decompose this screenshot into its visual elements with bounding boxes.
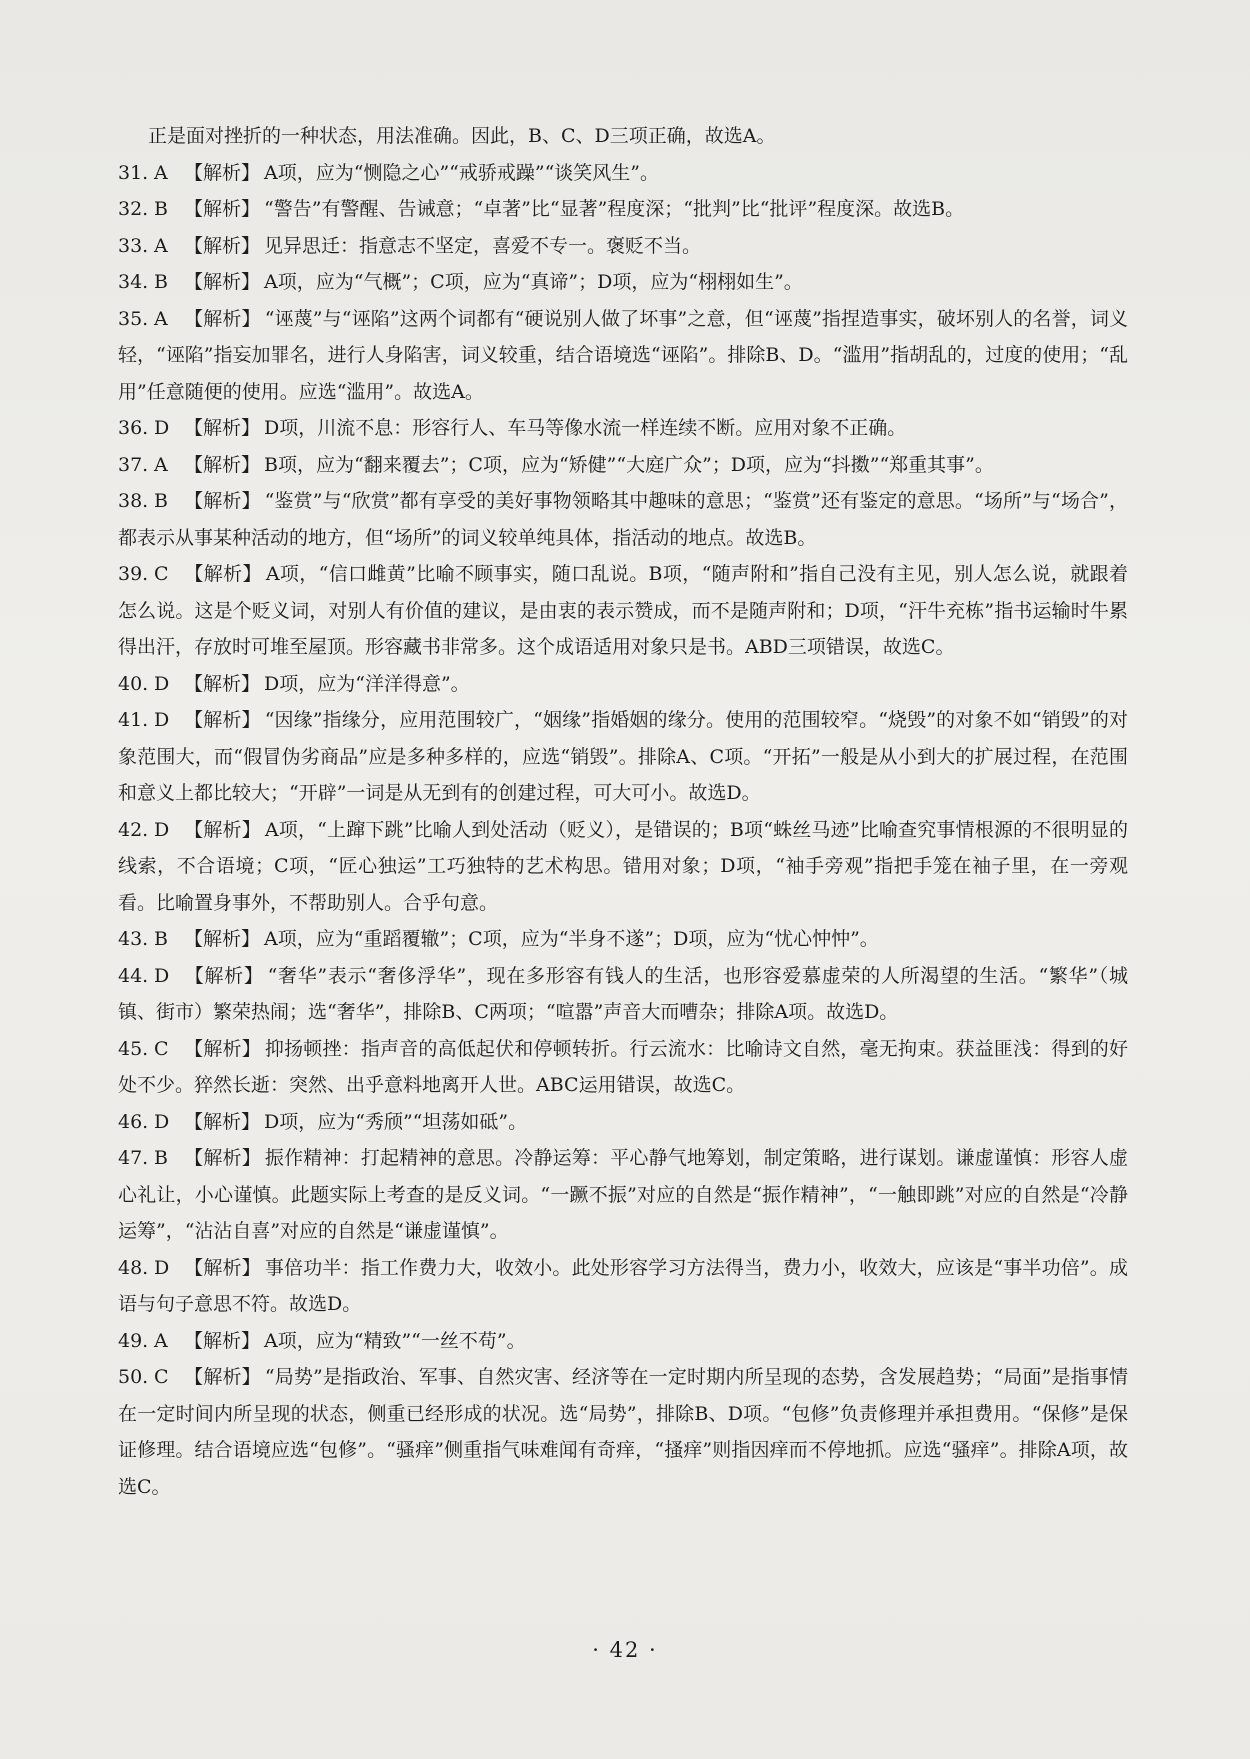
question-number: 48.	[118, 1256, 149, 1279]
question-number: 33.	[118, 234, 149, 257]
analysis-tag: 【解析】	[184, 1329, 261, 1352]
answer-key-body	[118, 118, 1128, 1505]
analysis-tag: 【解析】	[184, 453, 261, 476]
analysis-text: “鉴赏”与“欣赏”都有享受的美好事物领略其中趣味的意思；“鉴赏”还有鉴定的意思。“场所”与“场合”，都表示从事某种活动的地方，但“场所”的词义较单纯具体，指活动的地点。故选B。	[118, 490, 1128, 549]
answer-entry	[118, 556, 1128, 666]
analysis-text: A项，应为“精致”“一丝不苟”。	[264, 1329, 526, 1352]
question-number: 45.	[118, 1037, 149, 1060]
answer-letter: D	[154, 672, 170, 695]
question-number: 38.	[118, 490, 149, 512]
answer-letter: B	[154, 198, 168, 220]
analysis-tag: 【解析】	[184, 198, 261, 220]
analysis-text: A项，应为“恻隐之心”“戒骄戒躁”“谈笑风生”。	[264, 161, 660, 184]
question-number: 46.	[118, 1110, 149, 1133]
question-number: 32.	[118, 198, 149, 220]
question-number: 47.	[118, 1147, 149, 1169]
analysis-tag: 【解析】	[184, 928, 261, 950]
question-number: 35.	[118, 307, 149, 330]
answer-letter: A	[154, 1329, 168, 1352]
answer-letter: C	[154, 563, 169, 585]
analysis-tag: 【解析】	[184, 161, 261, 184]
answer-entry	[118, 1323, 1128, 1360]
answer-letter: C	[154, 1366, 169, 1388]
question-number: 36.	[118, 417, 149, 439]
analysis-tag: 【解析】	[184, 964, 264, 987]
answer-entry	[118, 1250, 1128, 1323]
analysis-text: A项，“信口雌黄”比喻不顾事实，随口乱说。B项，“随声附和”指自己没有主见，别人怎么说，就跟着怎么说。这是个贬义词，对别人有价值的建议，是由衷的表示赞成，而不是随声附和；D项，“汗牛充栋”指书运输时牛累得出汗，存放时可堆至屋顶。形容藏书非常多。这个成语适用对象只是书。ABD三项错误，故选C。	[118, 563, 1128, 658]
analysis-text: D项，应为“洋洋得意”。	[264, 672, 470, 695]
analysis-tag: 【解析】	[184, 709, 261, 731]
analysis-text: “局势”是指政治、军事、自然灾害、经济等在一定时期内所呈现的态势，含发展趋势；“局面”是指事情在一定时间内所呈现的状态，侧重已经形成的状况。选“局势”，排除B、D项。“包修”负责修理并承担费用。“保修”是保证修理。结合语境应选“包修”。“骚痒”侧重指气味难闻有奇痒，“搔痒”则指因痒而不停地抓。应选“骚痒”。排除A项，故选C。	[118, 1366, 1128, 1498]
answer-letter: A	[154, 234, 168, 257]
intro-text: 正是面对挫折的一种状态，用法准确。因此，B、C、D三项正确，故选A。	[148, 125, 776, 147]
analysis-tag: 【解析】	[184, 672, 261, 695]
answer-letter: D	[154, 1110, 170, 1133]
question-number: 50.	[118, 1366, 149, 1388]
answer-entry	[118, 447, 1128, 484]
answer-entry	[118, 191, 1128, 228]
answer-entry	[118, 812, 1128, 922]
question-number: 41.	[118, 709, 149, 731]
answer-entry	[118, 410, 1128, 447]
answer-entry	[118, 1031, 1128, 1104]
analysis-tag: 【解析】	[184, 818, 261, 841]
analysis-text: A项，“上蹿下跳”比喻人到处活动（贬义），是错误的；B项“蛛丝马迹”比喻查究事情根源的不很明显的线索，不合语境；C项，“匠心独运”工巧独特的艺术构思。错用对象；D项，“袖手旁观”指把手笼在袖子里，在一旁观看。比喻置身事外，不帮助别人。合乎句意。	[118, 818, 1128, 914]
page-number: · 42 ·	[592, 1638, 658, 1662]
analysis-text: “奢华”表示“奢侈浮华”，现在多形容有钱人的生活，也形容爱慕虚荣的人所渴望的生活。“繁华”（城镇、街市）繁荣热闹；选“奢华”，排除B、C两项；“喧嚣”声音大而嘈杂；排除A项。故选D。	[118, 964, 1128, 1023]
analysis-text: 振作精神：打起精神的意思。冷静运筹：平心静气地筹划，制定策略，进行谋划。谦虚谨慎：形容人虚心礼让，小心谨慎。此题实际上考查的是反义词。“一蹶不振”对应的自然是“振作精神”，“一触即跳”对应的自然是“冷静运筹”，“沾沾自喜”对应的自然是“谦虚谨慎”。	[118, 1147, 1128, 1242]
question-number: 49.	[118, 1329, 149, 1352]
analysis-text: D项，应为“秀颀”“坦荡如砥”。	[264, 1110, 528, 1133]
answer-letter: B	[154, 490, 168, 512]
analysis-tag: 【解析】	[184, 1366, 261, 1388]
analysis-tag: 【解析】	[184, 307, 261, 330]
answer-entry	[118, 1140, 1128, 1250]
question-number: 34.	[118, 271, 149, 293]
analysis-text: “诬蔑”与“诬陷”这两个词都有“硬说别人做了坏事”之意，但“诬蔑”指捏造事实，破坏别人的名誉，词义轻，“诬陷”指妄加罪名，进行人身陷害，词义较重，结合语境选“诬陷”。排除B、D。“滥用”指胡乱的，过度的使用；“乱用”任意随便的使用。应选“滥用”。故选A。	[118, 307, 1128, 403]
analysis-tag: 【解析】	[184, 234, 261, 257]
analysis-tag: 【解析】	[184, 417, 261, 439]
answer-letter: D	[154, 818, 170, 841]
answer-entry	[118, 301, 1128, 411]
answer-entry	[118, 1359, 1128, 1505]
analysis-tag: 【解析】	[184, 490, 261, 512]
answer-letter: A	[154, 453, 168, 476]
answer-entry	[118, 958, 1128, 1031]
analysis-text: A项，应为“气概”；C项，应为“真谛”；D项，应为“栩栩如生”。	[264, 271, 803, 293]
analysis-text: 抑扬顿挫：指声音的高低起伏和停顿转折。行云流水：比喻诗文自然，毫无拘束。获益匪浅：得到的好处不少。猝然长逝：突然、出乎意料地离开人世。ABC运用错误，故选C。	[118, 1037, 1128, 1096]
answer-entry	[118, 921, 1128, 958]
question-number: 43.	[118, 928, 149, 950]
analysis-tag: 【解析】	[184, 271, 261, 293]
answer-letter: B	[154, 1147, 168, 1169]
analysis-text: B项，应为“翻来覆去”；C项，应为“矫健”“大庭广众”；D项，应为“抖擞”“郑重其事”。	[264, 453, 994, 476]
analysis-tag: 【解析】	[184, 1110, 261, 1133]
analysis-tag: 【解析】	[184, 1037, 261, 1060]
answer-letter: D	[154, 417, 170, 439]
question-number: 42.	[118, 818, 149, 841]
answer-entry	[118, 228, 1128, 265]
question-number: 44.	[118, 964, 149, 987]
answer-entry	[118, 155, 1128, 192]
answer-entry	[118, 264, 1128, 301]
analysis-tag: 【解析】	[184, 1256, 261, 1279]
analysis-text: 见异思迁：指意志不坚定，喜爱不专一。褒贬不当。	[264, 234, 702, 257]
answer-letter: B	[154, 928, 168, 950]
analysis-text: A项，应为“重蹈覆辙”；C项，应为“半身不遂”；D项，应为“忧心忡忡”。	[264, 928, 879, 950]
analysis-text: D项，川流不息：形容行人、车马等像水流一样连续不断。应用对象不正确。	[264, 417, 907, 439]
answer-letter: D	[154, 1256, 170, 1279]
analysis-text: “警告”有警醒、告诫意；“卓著”比“显著”程度深；“批判”比“批评”程度深。故选B。	[264, 198, 965, 220]
question-number: 37.	[118, 453, 149, 476]
answer-letter: D	[154, 964, 170, 987]
answer-entry	[118, 483, 1128, 556]
question-number: 40.	[118, 672, 149, 695]
question-number: 39.	[118, 563, 149, 585]
analysis-tag: 【解析】	[184, 563, 262, 585]
entries-list	[118, 155, 1128, 1506]
analysis-tag: 【解析】	[184, 1147, 261, 1169]
answer-letter: A	[154, 307, 168, 330]
answer-letter: C	[154, 1037, 169, 1060]
answer-letter: D	[154, 709, 170, 731]
answer-letter: B	[154, 271, 168, 293]
answer-letter: A	[154, 161, 168, 184]
question-number: 31.	[118, 161, 149, 184]
analysis-text: 事倍功半：指工作费力大，收效小。此处形容学习方法得当，费力小，收效大，应该是“事半功倍”。成语与句子意思不符。故选D。	[118, 1256, 1128, 1315]
answer-entry	[118, 666, 1128, 703]
analysis-text: “因缘”指缘分，应用范围较广，“姻缘”指婚姻的缘分。使用的范围较窄。“烧毁”的对象不如“销毁”的对象范围大，而“假冒伪劣商品”应是多种多样的，应选“销毁”。排除A、C项。“开拓”一般是从小到大的扩展过程，在范围和意义上都比较大；“开辟”一词是从无到有的创建过程，可大可小。故选D。	[118, 709, 1128, 804]
answer-entry	[118, 702, 1128, 812]
answer-entry	[118, 1104, 1128, 1141]
